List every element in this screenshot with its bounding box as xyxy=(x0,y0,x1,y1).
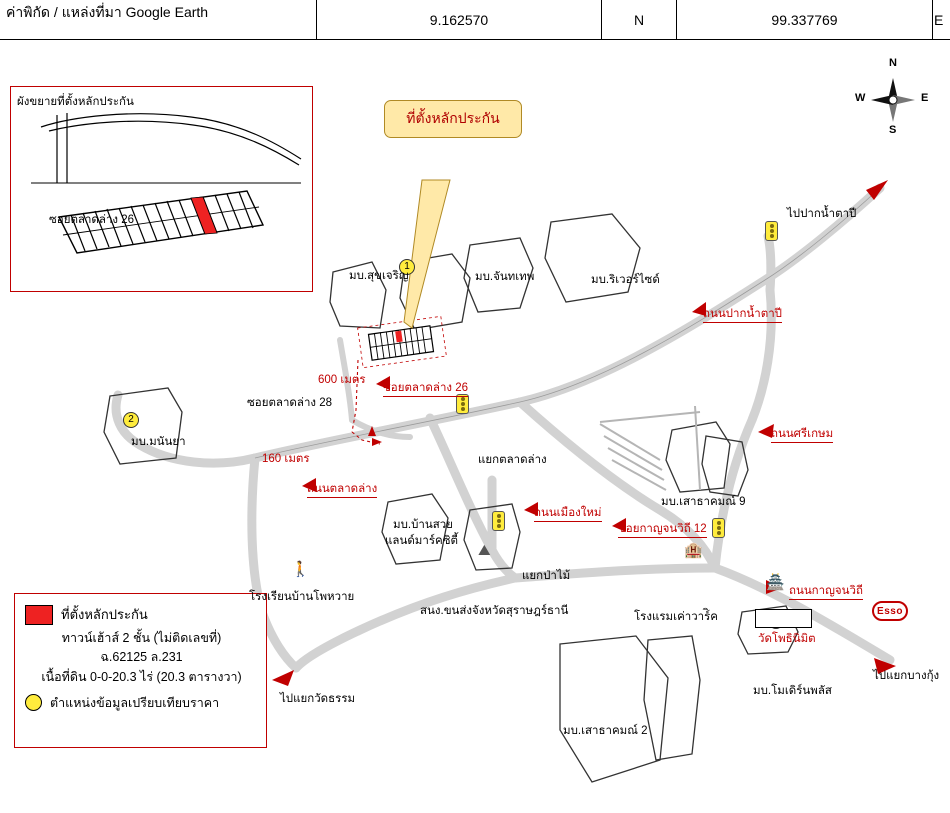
school-icon: 🚶 xyxy=(291,561,310,578)
callout-text: ที่ตั้งหลักประกัน xyxy=(406,110,500,126)
map-label-rd_mueang_mai: ถนนเมืองใหม่ xyxy=(534,507,602,522)
map-label-to_pak_nam_tapi: ไปปากน้ำตาปี xyxy=(787,208,857,220)
legend-comparable-dot xyxy=(25,694,42,711)
map-label-hotel_vareek: โรงแรมเค่าวาร์ิค xyxy=(634,611,719,623)
compass-west-label: W xyxy=(855,92,866,104)
inset-title: ผังขยายที่ตั้งหลักประกัน xyxy=(17,96,134,108)
comparable-marker-2[interactable] xyxy=(123,412,139,428)
map-label-to_yaek_wat_tham: ไปแยกวัดธรรม xyxy=(280,693,356,705)
map-legend xyxy=(14,593,267,748)
map-label-mb_sao_lak_2: มบ.เสาธาคมณ์ 2 xyxy=(563,725,648,737)
inset-subject-unit xyxy=(191,197,217,234)
inset-drawing xyxy=(11,87,310,289)
compass-rose xyxy=(855,58,931,138)
map-label-mb_chantep: มบ.จันทเทพ xyxy=(475,271,535,283)
map-label-rd_si_kasem: ถนนศรีเกษม xyxy=(771,428,833,443)
legend-detail-line-3: เนื้อที่ดิน 0-0-20.3 ไร่ (20.3 ตารางวา) xyxy=(41,669,242,684)
legend-comparable-label: ตำแหน่งข้อมูลเปรียบเทียบราคา xyxy=(50,696,220,711)
legend-subject-label: ที่ตั้งหลักประกัน xyxy=(61,607,148,622)
map-label-mb_riverside: มบ.ริเวอร์ไซด์ xyxy=(591,274,660,286)
map-label-landmark_city: แลนด์มาร์คซิตี้ xyxy=(385,535,458,547)
coordinate-source-cell xyxy=(0,0,317,39)
latitude-hemisphere-cell: N xyxy=(602,0,677,39)
esso-station-logo xyxy=(872,601,908,621)
map-label-temple_pho_nimit: วัดโพธินิมิต xyxy=(758,633,816,645)
traffic-light-icon-pa-mai xyxy=(492,511,505,531)
subject-property-block xyxy=(358,316,447,367)
legend-subject-row xyxy=(25,604,258,625)
esso-station-label: Esso xyxy=(877,605,903,617)
callout-pointer xyxy=(404,180,450,328)
map-label-dist_160: 160 เมตร xyxy=(262,453,310,465)
map-label-dist_600: 600 เมตร xyxy=(318,374,366,386)
map-label-school_pho_wai: โรงเรียนบ้านโพหวาย xyxy=(249,591,355,603)
legend-detail-lines xyxy=(25,629,258,687)
legend-detail-line-2: ฉ.62125 ล.231 xyxy=(100,650,183,665)
inset-enlarged-plan xyxy=(10,86,313,292)
map-label-yaek_pa_mai: แยกป่าไม้ xyxy=(522,570,571,582)
traffic-light-icon-kanchanawithi xyxy=(712,518,725,538)
coordinate-table xyxy=(0,0,950,40)
road-outline xyxy=(255,188,880,458)
map-label-mb_supcharoen: มบ.สุขเจริญ xyxy=(349,270,409,282)
comparable-marker-1-label: 1 xyxy=(404,261,410,272)
map-label-mb_ban_suai: มบ.บ้านสวย xyxy=(393,519,453,531)
inset-road-label: ซอยตลาดล่าง 26 xyxy=(49,214,134,226)
map-label-soi_talat_lang_26: ซอยตลาดล่าง 26 xyxy=(383,382,468,397)
compass-north-label: N xyxy=(889,57,897,69)
comparable-marker-2-label: 2 xyxy=(128,414,134,425)
coordinate-source-label: ค่าพิกัด / แหล่งที่มา Google Earth xyxy=(6,3,209,20)
legend-subject-swatch xyxy=(25,605,53,625)
map-label-rd_kanchanawithi: ถนนกาญจนวิถี xyxy=(789,585,863,600)
map-label-soi_talat_lang_28: ซอยตลาดล่าง 28 xyxy=(247,397,332,409)
legend-comparable-row xyxy=(25,693,258,713)
temple-icon: 🏯 xyxy=(766,574,785,591)
map-label-rd_talat_lang: ถนนตลาดล่าง xyxy=(307,483,377,498)
temple-label-box xyxy=(755,609,812,628)
compass-south-label: S xyxy=(889,124,897,136)
map-label-mb_sao_lak_9: มบ.เสาธาคมณ์ 9 xyxy=(661,496,746,508)
latitude-cell: 9.162570 xyxy=(317,0,602,39)
subject-property-callout xyxy=(384,100,522,138)
longitude-hemisphere-cell: E xyxy=(934,11,944,28)
map-label-mb_mananya: มบ.มนันยา xyxy=(131,436,186,448)
compass-east-label: E xyxy=(921,92,929,104)
legend-detail-line-1: ทาวน์เฮ้าส์ 2 ชั้น (ไม่ติดเลขที่) xyxy=(61,631,222,645)
traffic-light-icon-north xyxy=(765,221,778,241)
government-office-icon: ⛰ xyxy=(478,542,491,559)
map-label-soi_kanchanawithi12: ซอยกาญจนวิถี 12 xyxy=(618,523,707,538)
map-label-transport_office: สนง.ขนส่งจังหวัดสุราษฎร์ธานี xyxy=(420,605,569,617)
longitude-cell: 99.337769 xyxy=(677,0,933,39)
map-label-mb_modern_plus: มบ.โมเดิร์นพลัส xyxy=(753,685,832,697)
hotel-icon: 🏨 xyxy=(684,542,703,559)
map-label-to_yaek_bang_kung: ไปแยกบางกุ้ง xyxy=(873,670,940,682)
map-label-rd_pak_nam_tapi: ถนนปากน้ำตาปี xyxy=(703,308,782,323)
map-label-yaek_talat_lang: แยกตลาดล่าง xyxy=(478,454,547,466)
